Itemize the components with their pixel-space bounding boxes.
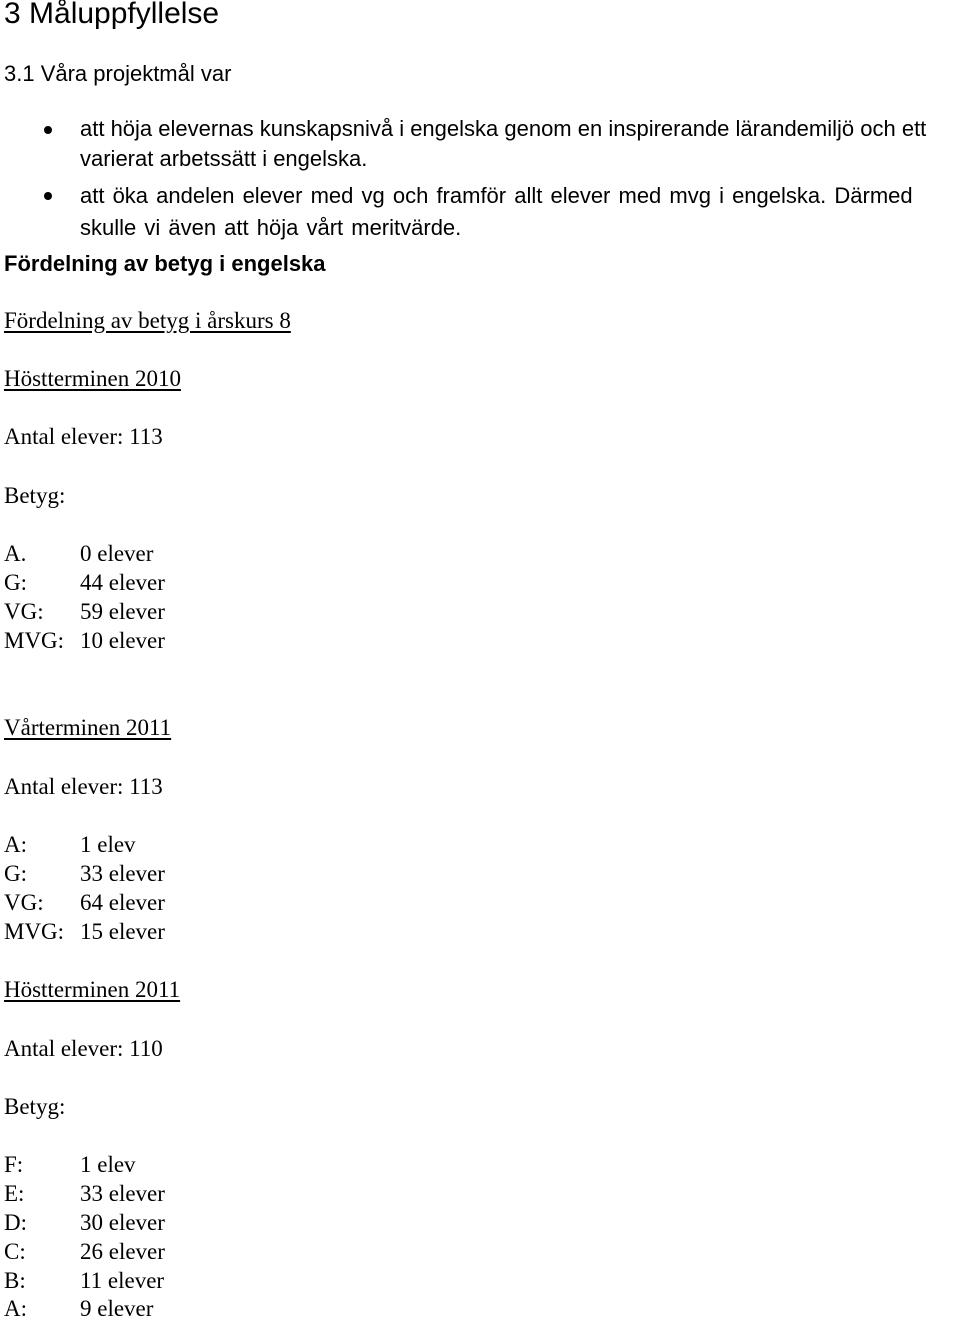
grade-row [4, 1295, 153, 1323]
grade-distribution-heading: Fördelning av betyg i engelska [4, 251, 326, 276]
grade-row [4, 598, 165, 626]
bullet-2-line-2: skulle vi även att höja vårt meritvärde. [80, 215, 462, 240]
grade-label: MVG: [4, 919, 65, 944]
grade-label: F: [4, 1152, 24, 1177]
grade-value: 26 elever [80, 1239, 165, 1264]
grade-row [4, 1180, 165, 1208]
grade-row [4, 540, 153, 568]
grade-label: A: [4, 832, 27, 857]
grade-label: G: [4, 861, 27, 886]
student-count: Antal elever: 110 [4, 1036, 163, 1061]
grades-label: Betyg: [4, 1094, 66, 1119]
grade-label: D: [4, 1210, 27, 1235]
term-title: Höstterminen 2011 [4, 977, 181, 1002]
bullet-dot-icon [44, 126, 52, 134]
grade-value: 1 elev [80, 1152, 136, 1177]
grade-value: 64 elever [80, 890, 165, 915]
year-title: Fördelning av betyg i årskurs 8 [4, 308, 291, 333]
grade-value: 33 elever [80, 1181, 165, 1206]
grade-label: B: [4, 1268, 26, 1293]
grade-value: 11 elever [80, 1268, 165, 1293]
bullet-2-line-1: att öka andelen elever med vg och framför allt elever med mvg i engelska. Därmed [80, 183, 913, 208]
grade-row [4, 1209, 165, 1237]
bullet-dot-icon [44, 192, 52, 200]
grade-row [4, 1238, 165, 1266]
grade-row [4, 627, 165, 655]
student-count: Antal elever: 113 [4, 424, 163, 449]
bullet-1-line-2: varierat arbetssätt i engelska. [80, 146, 368, 171]
grade-label: VG: [4, 599, 44, 624]
grades-label: Betyg: [4, 483, 66, 508]
grade-row [4, 831, 136, 859]
grade-label: MVG: [4, 628, 65, 653]
grade-value: 15 elever [80, 919, 165, 944]
grade-label: A: [4, 1296, 27, 1321]
grade-label: E: [4, 1181, 25, 1206]
grade-value: 30 elever [80, 1210, 165, 1235]
grade-row [4, 569, 165, 597]
bullet-1-line-1: att höja elevernas kunskapsnivå i engelska genom en inspirerande lärandemiljö och ett [80, 116, 927, 141]
grade-value: 1 elev [80, 832, 136, 857]
grade-row [4, 918, 165, 946]
grade-value: 9 elever [80, 1296, 154, 1321]
student-count: Antal elever: 113 [4, 774, 163, 799]
term-title: Vårterminen 2011 [4, 715, 172, 740]
grade-value: 44 elever [80, 570, 165, 595]
grade-row [4, 889, 165, 917]
term-title: Höstterminen 2010 [4, 366, 181, 391]
grade-row [4, 860, 165, 888]
subsection-heading: 3.1 Våra projektmål var [4, 61, 232, 86]
grade-value: 33 elever [80, 861, 165, 886]
section-heading: 3 Måluppfyllelse [4, 0, 220, 30]
grade-value: 10 elever [80, 628, 165, 653]
grade-label: VG: [4, 890, 44, 915]
grade-value: 0 elever [80, 541, 154, 566]
grade-label: A. [4, 541, 27, 566]
grade-row [4, 1267, 164, 1295]
grade-label: C: [4, 1239, 26, 1264]
grade-value: 59 elever [80, 599, 165, 624]
grade-row [4, 1151, 136, 1179]
grade-label: G: [4, 570, 27, 595]
